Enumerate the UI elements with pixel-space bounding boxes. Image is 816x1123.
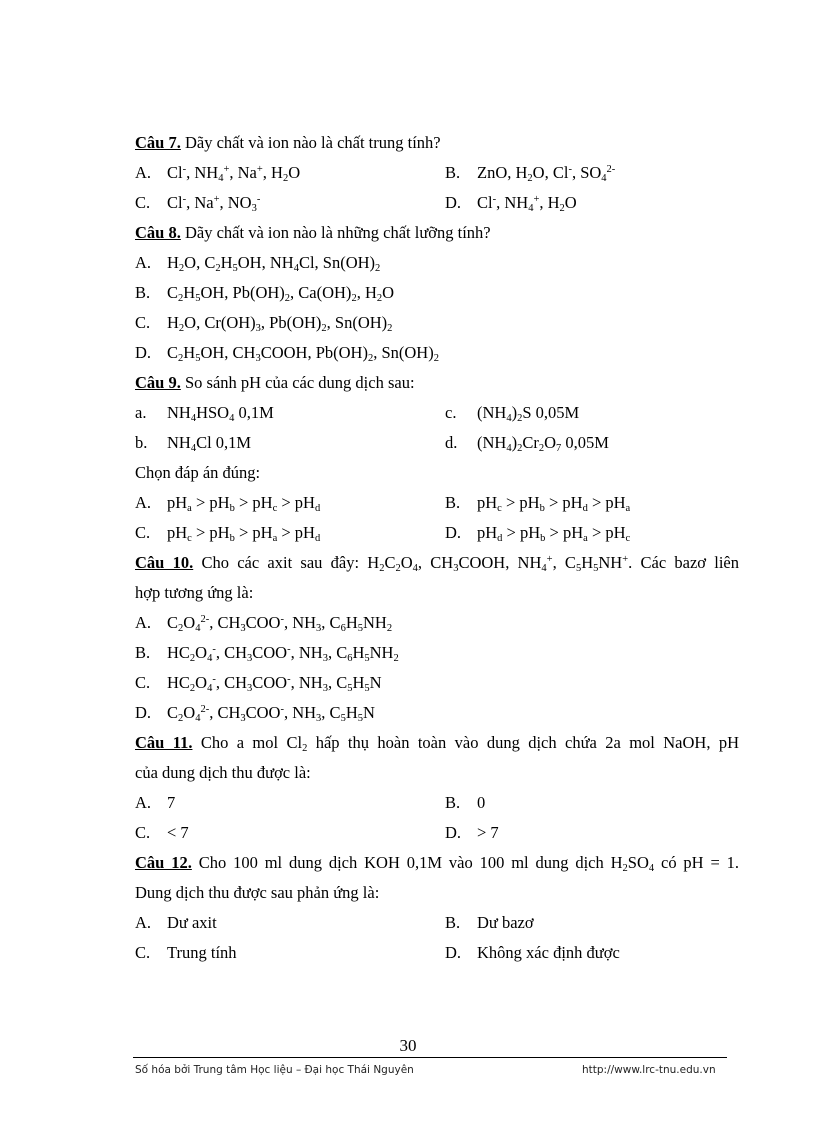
option-label: C. [135, 823, 151, 842]
option-label: A. [135, 613, 152, 632]
question-label: Câu 12. [135, 853, 192, 872]
option-text: Trung tính [167, 943, 237, 962]
question-text: Cho a mol $Cl_2$ hấp thụ hoàn toàn vào dung dịch chứa 2a mol NaOH, pH [192, 733, 739, 754]
question-label: Câu 8. [135, 223, 181, 242]
option-c [135, 193, 260, 212]
question-12 [135, 853, 739, 873]
option-label: C. [135, 193, 151, 212]
option-c [135, 943, 237, 962]
option-label: D. [135, 703, 152, 722]
option-c [135, 313, 739, 333]
question-7 [135, 133, 739, 153]
option-a [135, 493, 320, 512]
option-text: Dư axit [167, 913, 217, 932]
option-label: B. [445, 493, 461, 512]
option-text: $C_2H_5OH$, $CH_3COOH$, $Pb(OH)_2$, $Sn(OH)_2$ [167, 343, 439, 364]
question-text: Dãy chất và ion nào là những chất lưỡng tính? [180, 223, 491, 242]
solution-d [445, 433, 609, 453]
option-text: 0 [477, 793, 486, 812]
question-label: Câu 10. [135, 553, 194, 572]
question-9 [135, 373, 739, 393]
footer-divider [133, 1057, 727, 1058]
item-text: $(NH_4)_2S$ 0,05M [477, 403, 580, 424]
option-d [445, 943, 620, 963]
question-label: Câu 11. [135, 733, 193, 752]
option-a [135, 793, 175, 812]
option-label: B. [135, 643, 151, 662]
question-10 [135, 553, 739, 573]
option-label: D. [445, 943, 462, 962]
item-label: b. [135, 433, 148, 452]
option-b [445, 913, 534, 933]
option-label: A. [135, 793, 152, 812]
solution-a [135, 403, 274, 422]
item-text: $(NH_4)_2Cr_2O_7$ 0,05M [477, 433, 609, 454]
option-label: A. [135, 163, 152, 182]
option-row [135, 523, 739, 543]
option-row [135, 193, 739, 213]
option-text: $H_2O$, $Cr(OH)_3$, $Pb(OH)_2$, $Sn(OH)_2$ [167, 313, 393, 334]
option-text: $C_2O_4^{2-}$, $CH_3COO^-$, $NH_3$, $C_6H_5NH_2$ [167, 613, 393, 634]
option-d [445, 193, 577, 213]
option-c [135, 823, 189, 842]
option-text: $pH_c > pH_b > pH_d > pH_a$ [477, 493, 631, 514]
option-a [135, 613, 739, 633]
option-text: Dư bazơ [477, 913, 534, 932]
option-label: D. [445, 823, 462, 842]
option-d [445, 823, 499, 843]
question-text-continued: của dung dịch thu được là: [135, 763, 311, 782]
option-c [135, 523, 320, 542]
option-c [135, 673, 739, 693]
option-text: 7 [167, 793, 176, 812]
item-label: a. [135, 403, 147, 422]
option-row [135, 493, 739, 513]
option-label: D. [445, 523, 462, 542]
item-text: $NH_4Cl$ 0,1M [167, 433, 252, 454]
option-label: D. [445, 193, 462, 212]
footer-url[interactable]: http://www.lrc-tnu.edu.vn [582, 1064, 716, 1076]
option-row [135, 163, 739, 183]
option-label: B. [445, 163, 461, 182]
item-label: c. [445, 403, 457, 422]
question-text: So sánh pH của các dung dịch sau: [180, 373, 415, 392]
option-b [445, 793, 485, 813]
solution-row [135, 433, 739, 453]
option-label: C. [135, 523, 151, 542]
option-text: $HC_2O_4^-$, $CH_3COO^-$, $NH_3$, $C_5H_5N$ [167, 673, 382, 694]
question-8 [135, 223, 739, 243]
option-label: B. [445, 793, 461, 812]
option-text: $pH_d > pH_b > pH_a > pH_c$ [477, 523, 631, 544]
page-number: 30 [399, 1036, 417, 1055]
option-row [135, 793, 739, 813]
option-text: $C_2O_4^{2-}$, $CH_3COO^-$, $NH_3$, $C_5H_5N$ [167, 703, 375, 724]
solution-c [445, 403, 579, 423]
solution-b [135, 433, 251, 452]
option-d [445, 523, 630, 543]
option-label: A. [135, 913, 152, 932]
option-b [445, 493, 630, 513]
option-row [135, 913, 739, 933]
option-label: D. [135, 343, 152, 362]
option-label: A. [135, 253, 152, 272]
question-text-continued: Dung dịch thu được sau phản ứng là: [135, 883, 380, 902]
option-a [135, 913, 217, 932]
option-text: $pH_a > pH_b > pH_c > pH_d$ [167, 493, 321, 514]
solution-row [135, 403, 739, 423]
question-11 [135, 733, 739, 753]
option-text: Không xác định được [477, 943, 620, 962]
option-text: < 7 [167, 823, 189, 842]
option-text: ZnO, $H_2O$, Cl-, $SO_4^{2-}$ [477, 163, 616, 184]
option-b [135, 283, 739, 303]
option-text: Cl-, $NH_4^+$, $H_2O$ [477, 193, 577, 214]
question-text: Cho các axit sau đây: $H_2C_2O_4$, $CH_3COOH$, $NH_4^+$, $C_5H_5NH^+$. Các bazơ liên [193, 553, 739, 574]
option-text: $H_2O$, $C_2H_5OH$, $NH_4Cl$, $Sn(OH)_2$ [167, 253, 381, 274]
question-text-continued: hợp tương ứng là: [135, 583, 254, 602]
option-label: C. [135, 673, 151, 692]
option-a [135, 253, 739, 273]
option-label: B. [135, 283, 151, 302]
item-text: $NH_4HSO_4$ 0,1M [167, 403, 274, 424]
option-d [135, 703, 739, 723]
question-label: Câu 9. [135, 373, 181, 392]
option-b [445, 163, 615, 183]
option-d [135, 343, 739, 363]
option-text: Cl-, Na+, $NO_3^-$ [167, 193, 261, 214]
option-text: > 7 [477, 823, 499, 842]
option-b [135, 643, 739, 663]
option-label: A. [135, 493, 152, 512]
option-label: C. [135, 313, 151, 332]
item-label: d. [445, 433, 458, 452]
question-text: Dãy chất và ion nào là chất trung tính? [180, 133, 441, 152]
option-text: $C_2H_5OH$, $Pb(OH)_2$, $Ca(OH)_2$, $H_2O$ [167, 283, 395, 304]
option-a [135, 163, 300, 182]
footer-source: Số hóa bởi Trung tâm Học liệu – Đại học Thái Nguyên [135, 1064, 414, 1076]
choose-prompt: Chọn đáp án đúng: [135, 463, 261, 482]
option-label: C. [135, 943, 151, 962]
question-text: Cho 100 ml dung dịch KOH 0,1M vào 100 ml dung dịch $H_2SO_4$ có pH = 1. [191, 853, 740, 874]
option-row [135, 823, 739, 843]
question-label: Câu 7. [135, 133, 181, 152]
option-text: $HC_2O_4^-$, $CH_3COO^-$, $NH_3$, $C_6H_5NH_2$ [167, 643, 399, 664]
option-label: B. [445, 913, 461, 932]
option-text: Cl-, $NH_4^+$, Na+, $H_2O$ [167, 163, 301, 184]
option-text: $pH_c > pH_b > pH_a > pH_d$ [167, 523, 321, 544]
option-row [135, 943, 739, 963]
